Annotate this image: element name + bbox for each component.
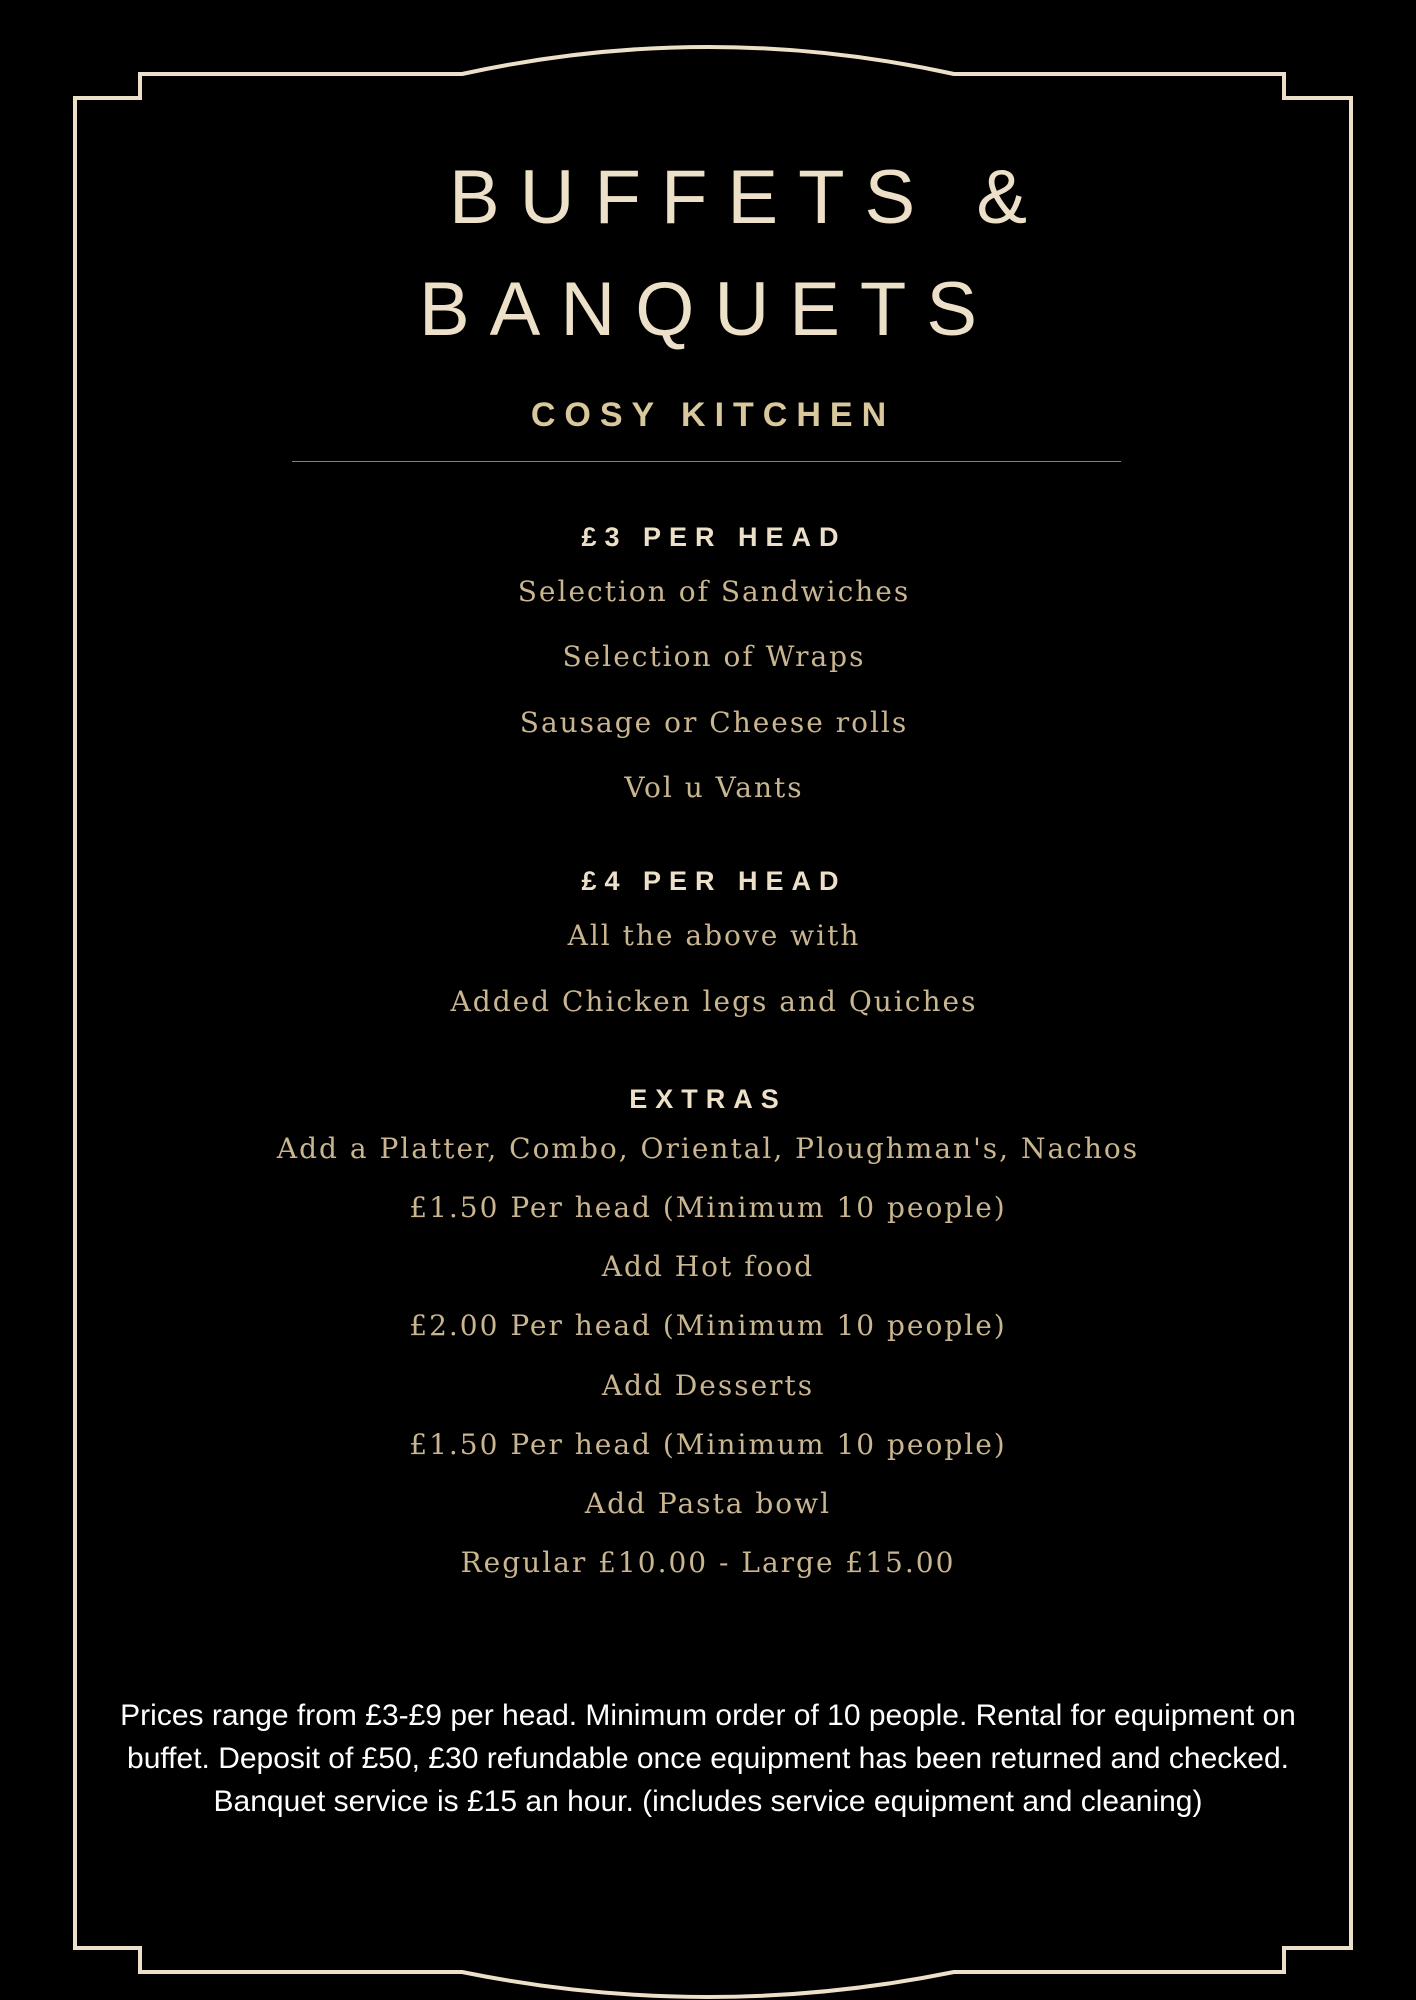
menu-item: All the above with bbox=[567, 919, 861, 952]
section-heading-3-per-head: £3 PER HEAD bbox=[581, 522, 847, 552]
terms-note: Prices range from £3-£9 per head. Minimum order of 10 people. Rental for equipment on buffet. Deposit of £50, £30 refundable once equipment has been returned and checked. Banquet service is £15 an hour. (includes service equipment and cleaning) bbox=[120, 1699, 1296, 1818]
page-title-line-2: BANQUETS bbox=[418, 267, 998, 352]
page-title-line-1: BUFFETS & bbox=[448, 155, 1048, 240]
menu-item: £1.50 Per head (Minimum 10 people) bbox=[409, 1428, 1007, 1461]
menu-item: Add Desserts bbox=[601, 1369, 815, 1402]
menu-item: £1.50 Per head (Minimum 10 people) bbox=[409, 1191, 1007, 1224]
section-heading-4-per-head: £4 PER HEAD bbox=[581, 866, 847, 896]
menu-item: Add Hot food bbox=[601, 1250, 815, 1283]
section-heading-extras: EXTRAS bbox=[629, 1084, 787, 1114]
menu-item: Regular £10.00 - Large £15.00 bbox=[460, 1546, 956, 1579]
menu-item: Selection of Sandwiches bbox=[517, 575, 911, 608]
restaurant-name: COSY KITCHEN bbox=[530, 396, 896, 434]
menu-item: £2.00 Per head (Minimum 10 people) bbox=[409, 1309, 1007, 1342]
title-divider bbox=[292, 461, 1121, 462]
menu-item: Selection of Wraps bbox=[562, 640, 866, 673]
menu-item: Add Pasta bowl bbox=[584, 1487, 832, 1520]
menu-item: Added Chicken legs and Quiches bbox=[450, 985, 978, 1018]
menu-item: Vol u Vants bbox=[624, 771, 804, 804]
menu-item: Sausage or Cheese rolls bbox=[519, 706, 909, 739]
menu-item: Add a Platter, Combo, Oriental, Ploughman's, Nachos bbox=[276, 1132, 1140, 1165]
